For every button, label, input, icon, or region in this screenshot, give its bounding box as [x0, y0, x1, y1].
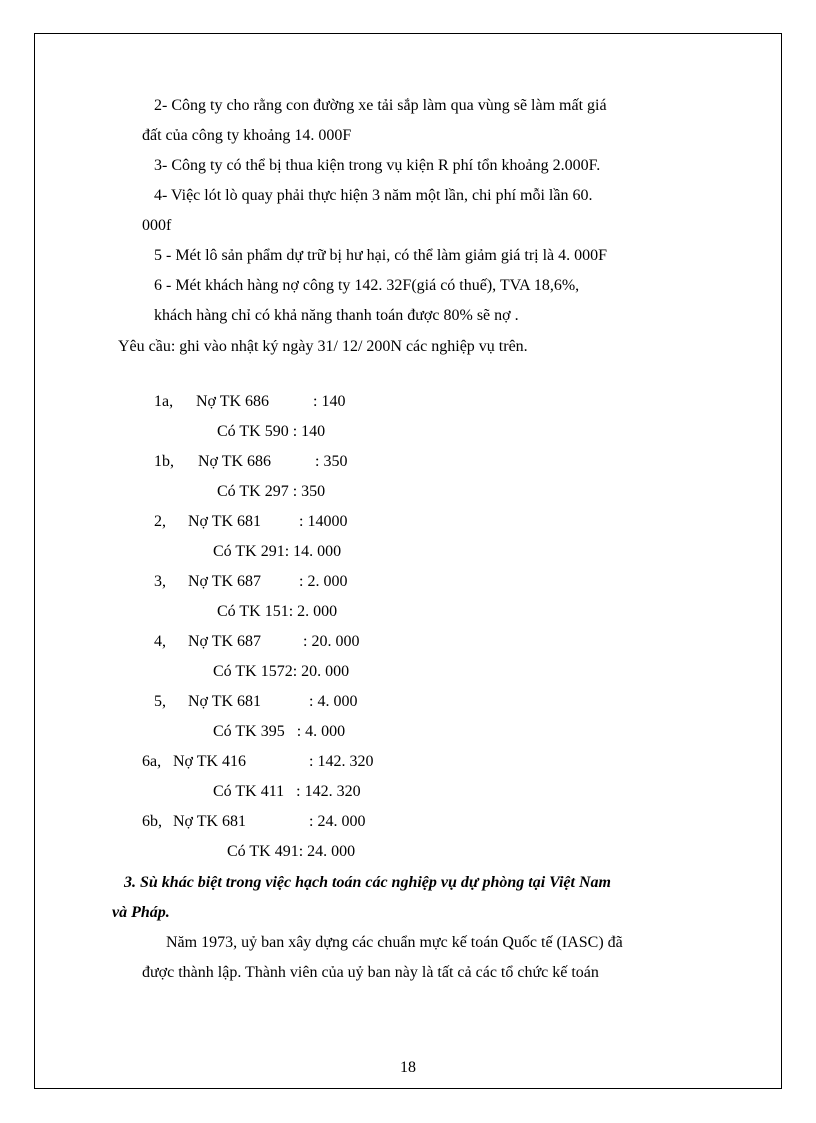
entry-label: 4,: [154, 633, 166, 650]
entry-credit: Có TK 297 : 350: [217, 483, 326, 500]
entry-label: 6b,: [142, 813, 162, 830]
intro-line: 6 - Mét khách hàng nợ công ty 142. 32F(giá có thuế), TVA 18,6%,: [154, 277, 580, 294]
intro-line: đất của công ty khoảng 14. 000F: [142, 127, 352, 144]
intro-line: 4- Việc lót lò quay phải thực hiện 3 năm một lần, chi phí mỗi lần 60.: [154, 187, 593, 204]
entry-label: 6a,: [142, 753, 162, 770]
entry-debit-amount: : 24. 000: [309, 813, 366, 830]
entry-debit-amount: : 142. 320: [309, 753, 374, 770]
entry-label: 5,: [154, 693, 166, 710]
entry-debit-amount: : 4. 000: [309, 693, 358, 710]
entry-debit-amount: : 14000: [299, 513, 348, 530]
body-line: Năm 1973, uỷ ban xây dựng các chuẩn mực kế toán Quốc tế (IASC) đã: [166, 934, 623, 951]
entry-label: 1b,: [154, 453, 174, 470]
entry-debit: Nợ TK 681: [188, 693, 262, 710]
entry-debit: Nợ TK 686: [196, 393, 270, 410]
entry-debit: Nợ TK 687: [188, 573, 262, 590]
entry-credit: Có TK 411 : 142. 320: [213, 783, 361, 800]
entry-debit-amount: : 140: [313, 393, 346, 410]
entry-debit-amount: : 2. 000: [299, 573, 348, 590]
body-line: được thành lập. Thành viên của uỷ ban này là tất cả các tổ chức kế toán: [142, 964, 599, 981]
entry-debit: Nợ TK 687: [188, 633, 262, 650]
entry-debit: Nợ TK 686: [198, 453, 272, 470]
entry-credit: Có TK 151: 2. 000: [217, 603, 338, 620]
entry-credit: Có TK 1572: 20. 000: [213, 663, 350, 680]
entry-label: 2,: [154, 513, 166, 530]
entry-debit-amount: : 20. 000: [303, 633, 360, 650]
entry-debit-amount: : 350: [315, 453, 348, 470]
entry-label: 3,: [154, 573, 166, 590]
entry-credit: Có TK 395 : 4. 000: [213, 723, 346, 740]
entry-debit: Nợ TK 681: [173, 813, 247, 830]
intro-line: 000f: [142, 217, 172, 234]
entry-credit: Có TK 491: 24. 000: [227, 843, 356, 860]
intro-line: khách hàng chỉ có khả năng thanh toán được 80% sẽ nợ .: [154, 307, 519, 324]
section-heading: 3. Sù khác biệt trong việc hạch toán các nghiệp vụ dự phòng tại Việt Nam: [124, 874, 611, 891]
intro-line: 2- Công ty cho rằng con đường xe tải sắp làm qua vùng sẽ làm mất giá: [154, 97, 607, 114]
entry-debit: Nợ TK 681: [188, 513, 262, 530]
requirement-line: Yêu cầu: ghi vào nhật ký ngày 31/ 12/ 200N các nghiệp vụ trên.: [118, 338, 528, 355]
entry-credit: Có TK 291: 14. 000: [213, 543, 342, 560]
section-heading-cont: và Pháp.: [112, 904, 170, 921]
entry-credit: Có TK 590 : 140: [217, 423, 326, 440]
page-number: 18: [400, 1059, 416, 1076]
intro-line: 3- Công ty có thể bị thua kiện trong vụ kiện R phí tổn khoảng 2.000F.: [154, 157, 601, 174]
entry-debit: Nợ TK 416: [173, 753, 247, 770]
intro-line: 5 - Mét lô sản phẩm dự trữ bị hư hại, có thể làm giảm giá trị là 4. 000F: [154, 247, 608, 264]
entry-label: 1a,: [154, 393, 174, 410]
